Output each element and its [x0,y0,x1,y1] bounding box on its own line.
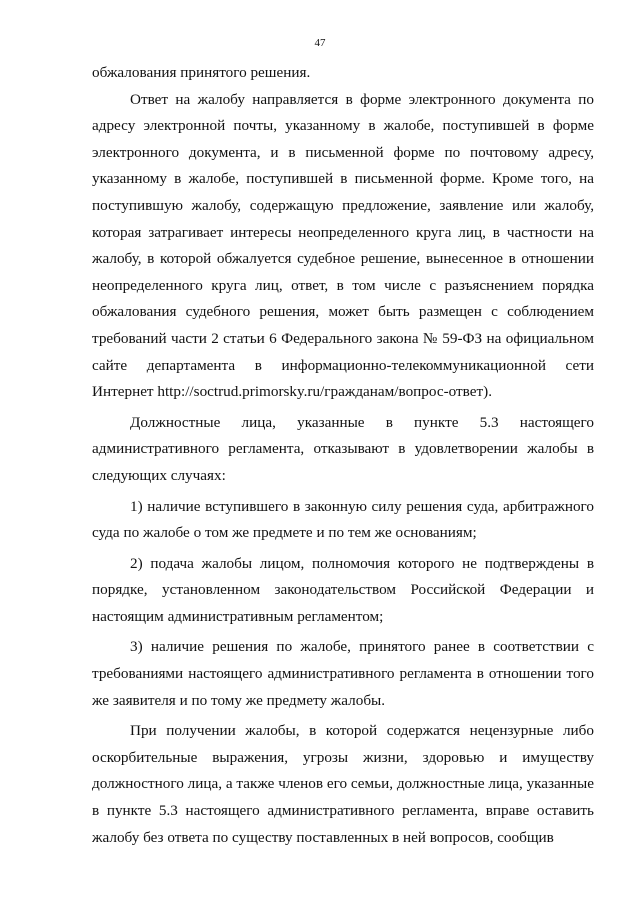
list-item-case-3: 3) наличие решения по жалобе, принятого ранее в соответствии с требованиями настоящего административного регламента в отношении того же заявителя и по тому же предмету жалобы. [92,638,594,709]
page-body [92,60,594,851]
list-item-case-1: 1) наличие вступившего в законную силу решения суда, арбитражного суда по жалобе о том же предмете и по тем же основаниям; [92,497,594,542]
paragraph-offensive-complaint: При получении жалобы, в которой содержатся нецензурные либо оскорбительные выражения, угрозы жизни, здоровью и имуществу должностного лица, а также членов его семьи, должностные лица, указанные в пункте 5.3 настоящего административного регламента, вправе оставить жалобу без ответа по существу поставленных в ней вопросов, сообщив [92,722,594,846]
paragraph-response-form: Ответ на жалобу направляется в форме электронного документа по адресу электронной почты, указанному в жалобе, поступившей в форме электронного документа, и в письменной форме по почтовому адресу, указанному в жалобе, поступившей в письменной форме. Кроме того, на поступившую жалобу, содержащую предложение, заявление или жалобу, которая затрагивает интересы неопределенного круга лиц, в частности на жалобу, в которой обжалуется судебное решение, вынесенное в отношении неопределенного круга лиц, ответ, в том числе с разъяснением порядка обжалования судебного решения, может быть размещен с соблюдением требований части 2 статьи 6 Федерального закона № 59-ФЗ на официальном сайте департамента в информационно-телекоммуникационной сети Интернет http://soctrud.primorsky.ru/гражданам/вопрос-ответ). [92,90,594,401]
paragraph-continuation: обжалования принятого решения. [92,64,311,81]
paragraph-refusal-cases: Должностные лица, указанные в пункте 5.3 настоящего административного регламента, отказывают в удовлетворении жалобы в следующих случаях: [92,413,594,484]
list-item-case-2: 2) подача жалобы лицом, полномочия которого не подтверждены в порядке, установленном законодательством Российской Федерации и настоящим административным регламентом; [92,554,594,625]
page-number: 47 [314,37,326,49]
